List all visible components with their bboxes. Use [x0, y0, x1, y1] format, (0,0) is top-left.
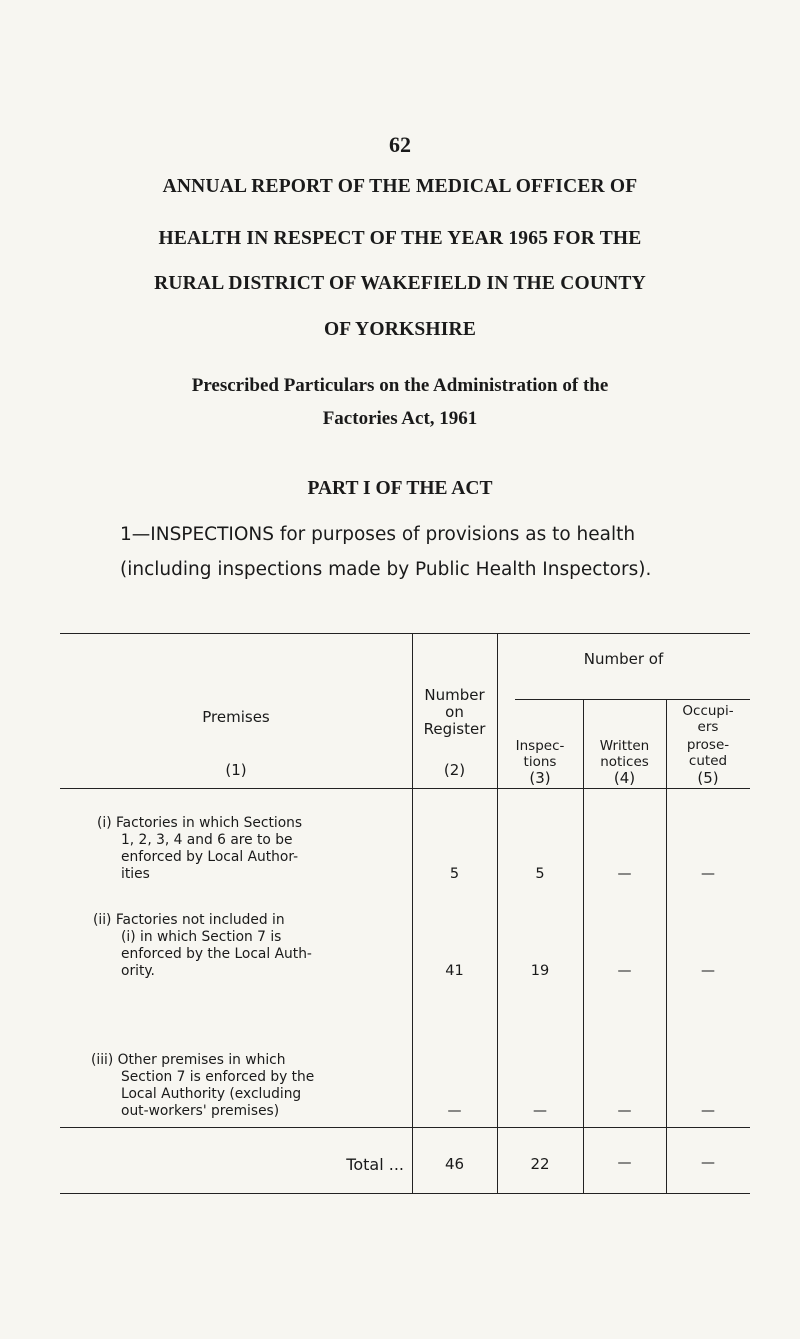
header-occupiers-line-3: prose- — [686, 737, 730, 753]
header-written-number: (4) — [613, 769, 636, 787]
row-1-premises-line-2: 1, 2, 3, 4 and 6 are to be — [121, 832, 293, 848]
row-1-premises-line-4: ities — [121, 866, 150, 882]
header-occupiers-line-1: Occupi- — [682, 703, 734, 719]
row-3-premises-line-1: (iii) Other premises in which — [91, 1052, 286, 1068]
row-3-premises-line-3: Local Authority (excluding — [121, 1086, 302, 1102]
header-inspections-line-2: tions — [523, 754, 557, 770]
subtitle-line-1: Prescribed Particulars on the Administration of the — [191, 375, 609, 396]
row-1-inspections: 5 — [535, 866, 545, 882]
row-3-written: — — [617, 1103, 632, 1119]
row-2-premises-line-3: enforced by the Local Auth- — [121, 946, 312, 962]
row-1-register: 5 — [449, 866, 460, 882]
row-2-premises-line-4: ority. — [121, 963, 155, 979]
header-premises: Premises — [202, 708, 270, 726]
total-occupiers: — — [701, 1155, 715, 1171]
total-written: — — [617, 1155, 632, 1171]
body-bottom-rule — [60, 1127, 750, 1128]
row-2-premises-line-2: (i) in which Section 7 is — [121, 929, 282, 945]
subtitle-line-2: Factories Act, 1961 — [322, 408, 478, 429]
part-heading: PART I OF THE ACT — [307, 478, 493, 499]
report-title-line-2: HEALTH IN RESPECT OF THE YEAR 1965 FOR THE — [158, 228, 642, 249]
row-3-premises-line-4: out-workers' premises) — [121, 1103, 280, 1119]
row-2-written: — — [617, 963, 632, 979]
header-written-line-2: notices — [600, 754, 649, 770]
header-occupiers-line-4: cuted — [688, 753, 728, 769]
header-number-of: Number of — [583, 650, 664, 668]
header-occupiers-number: (5) — [697, 769, 719, 787]
row-2-register: 41 — [445, 963, 464, 979]
total-inspections: 22 — [530, 1155, 550, 1173]
row-3-register: — — [447, 1103, 462, 1119]
report-title-line-3: RURAL DISTRICT OF WAKEFIELD IN THE COUNTY — [154, 273, 646, 294]
page-number: 62 — [389, 132, 411, 157]
row-2-inspections: 19 — [530, 963, 550, 979]
row-3-inspections: — — [533, 1103, 547, 1119]
header-bottom-rule — [60, 788, 750, 789]
header-register-line-3: Register — [423, 720, 486, 738]
row-3-occupiers: — — [701, 1103, 715, 1119]
report-title-line-1: ANNUAL REPORT OF THE MEDICAL OFFICER OF — [162, 176, 638, 197]
header-inspections-line-1: Inspec- — [515, 738, 565, 754]
header-premises-number: (1) — [225, 761, 247, 779]
header-register-line-1: Number — [424, 686, 485, 704]
total-register: 46 — [444, 1155, 465, 1173]
row-1-premises-line-1: (i) Factories in which Sections — [97, 815, 303, 831]
row-1-premises-line-3: enforced by Local Author- — [121, 849, 299, 865]
row-2-occupiers: — — [701, 963, 715, 979]
group-header-rule — [515, 699, 750, 700]
row-1-written: — — [617, 866, 632, 882]
row-3-premises-line-2: Section 7 is enforced by the — [121, 1069, 315, 1085]
header-inspections-number: (3) — [529, 769, 551, 787]
table-bottom-rule — [60, 1193, 750, 1194]
header-written-line-1: Written — [599, 738, 650, 754]
header-occupiers-line-2: ers — [697, 719, 719, 735]
total-label: Total ... — [346, 1155, 404, 1174]
row-1-occupiers: — — [701, 866, 715, 882]
header-register-number: (2) — [443, 761, 466, 779]
row-2-premises-line-1: (ii) Factories not included in — [93, 912, 285, 928]
header-register-line-2: on — [445, 703, 464, 721]
table-top-rule — [60, 633, 750, 634]
report-title-line-4: OF YORKSHIRE — [323, 319, 477, 340]
section-intro: 1—INSPECTIONS for purposes of provisions as to health (including inspections made by Public Health Inspectors). — [120, 524, 652, 580]
